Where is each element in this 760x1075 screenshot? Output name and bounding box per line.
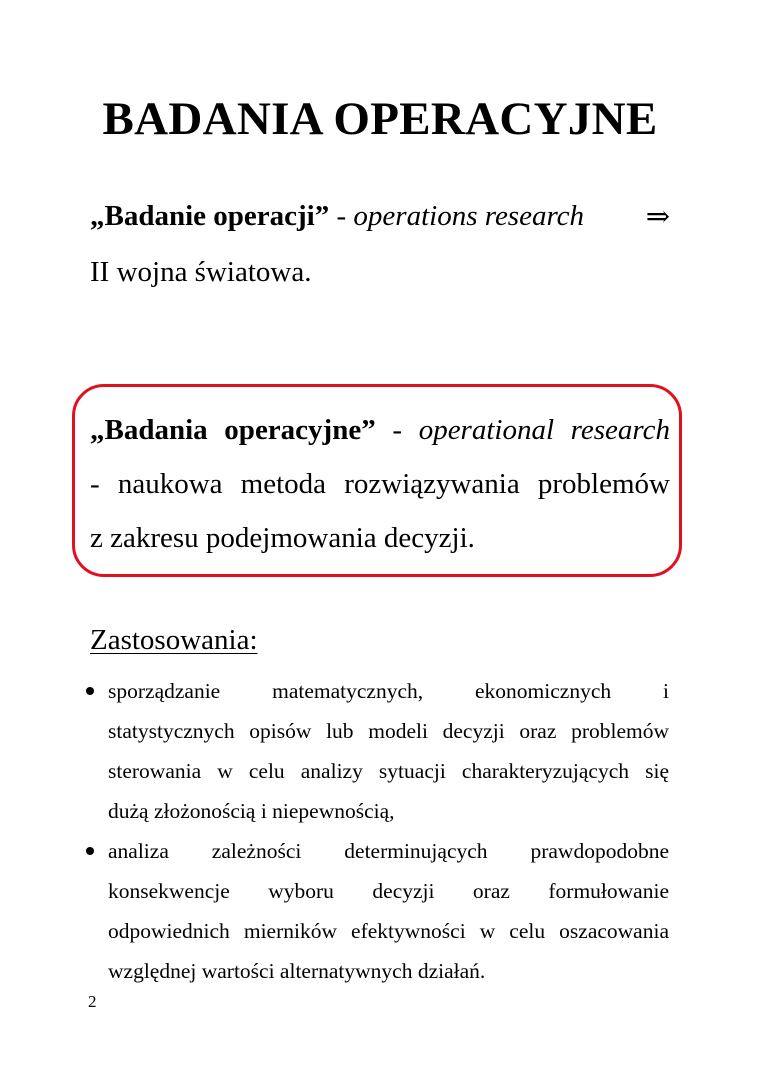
intro-term-english: operations research [353, 200, 585, 232]
definition-line-3: z zakresu podejmowania decyzji. [90, 522, 475, 554]
intro-line-2: II wojna światowa. [90, 256, 312, 288]
bullet-2-line-2: konsekwencje wyboru decyzji oraz formułowanie [108, 879, 669, 903]
bullet-2-line-3: odpowiednich mierników efektywności w celu oszacowania [108, 919, 669, 943]
definition-dash: - [375, 414, 419, 446]
bullet-2-line-1: analiza zależności determinujących prawdopodobne [108, 839, 669, 863]
definition-term-english: operational research [418, 414, 670, 446]
bullet-icon [86, 687, 94, 695]
page-number: 2 [88, 992, 97, 1011]
bullet-1-line-2: statystycznych opisów lub modeli decyzji oraz problemów [108, 719, 669, 743]
bullet-1-line-1: sporządzanie matematycznych, ekonomicznych i [108, 679, 669, 703]
intro-line-1 [90, 202, 670, 231]
definition-line-2: - naukowa metoda rozwiązywania problemów [90, 468, 670, 500]
bullet-2-line-4: względnej wartości alternatywnych działań. [108, 959, 486, 983]
bullet-1-line-3: sterowania w celu analizy sytuacji charakteryzujących się [108, 759, 669, 783]
bullet-icon [86, 847, 94, 855]
implies-arrow-icon: ⇒ [645, 201, 670, 233]
applications-heading: Zastosowania: [90, 624, 258, 656]
definition-line-1 [90, 416, 670, 445]
intro-term-polish: „Badanie operacji” [90, 200, 330, 232]
page-title: BADANIA OPERACYJNE [102, 93, 658, 145]
intro-dash: - [329, 200, 354, 232]
bullet-1-line-4: dużą złożonością i niepewnością, [108, 799, 395, 823]
definition-term-polish: „Badania operacyjne” [90, 414, 376, 446]
